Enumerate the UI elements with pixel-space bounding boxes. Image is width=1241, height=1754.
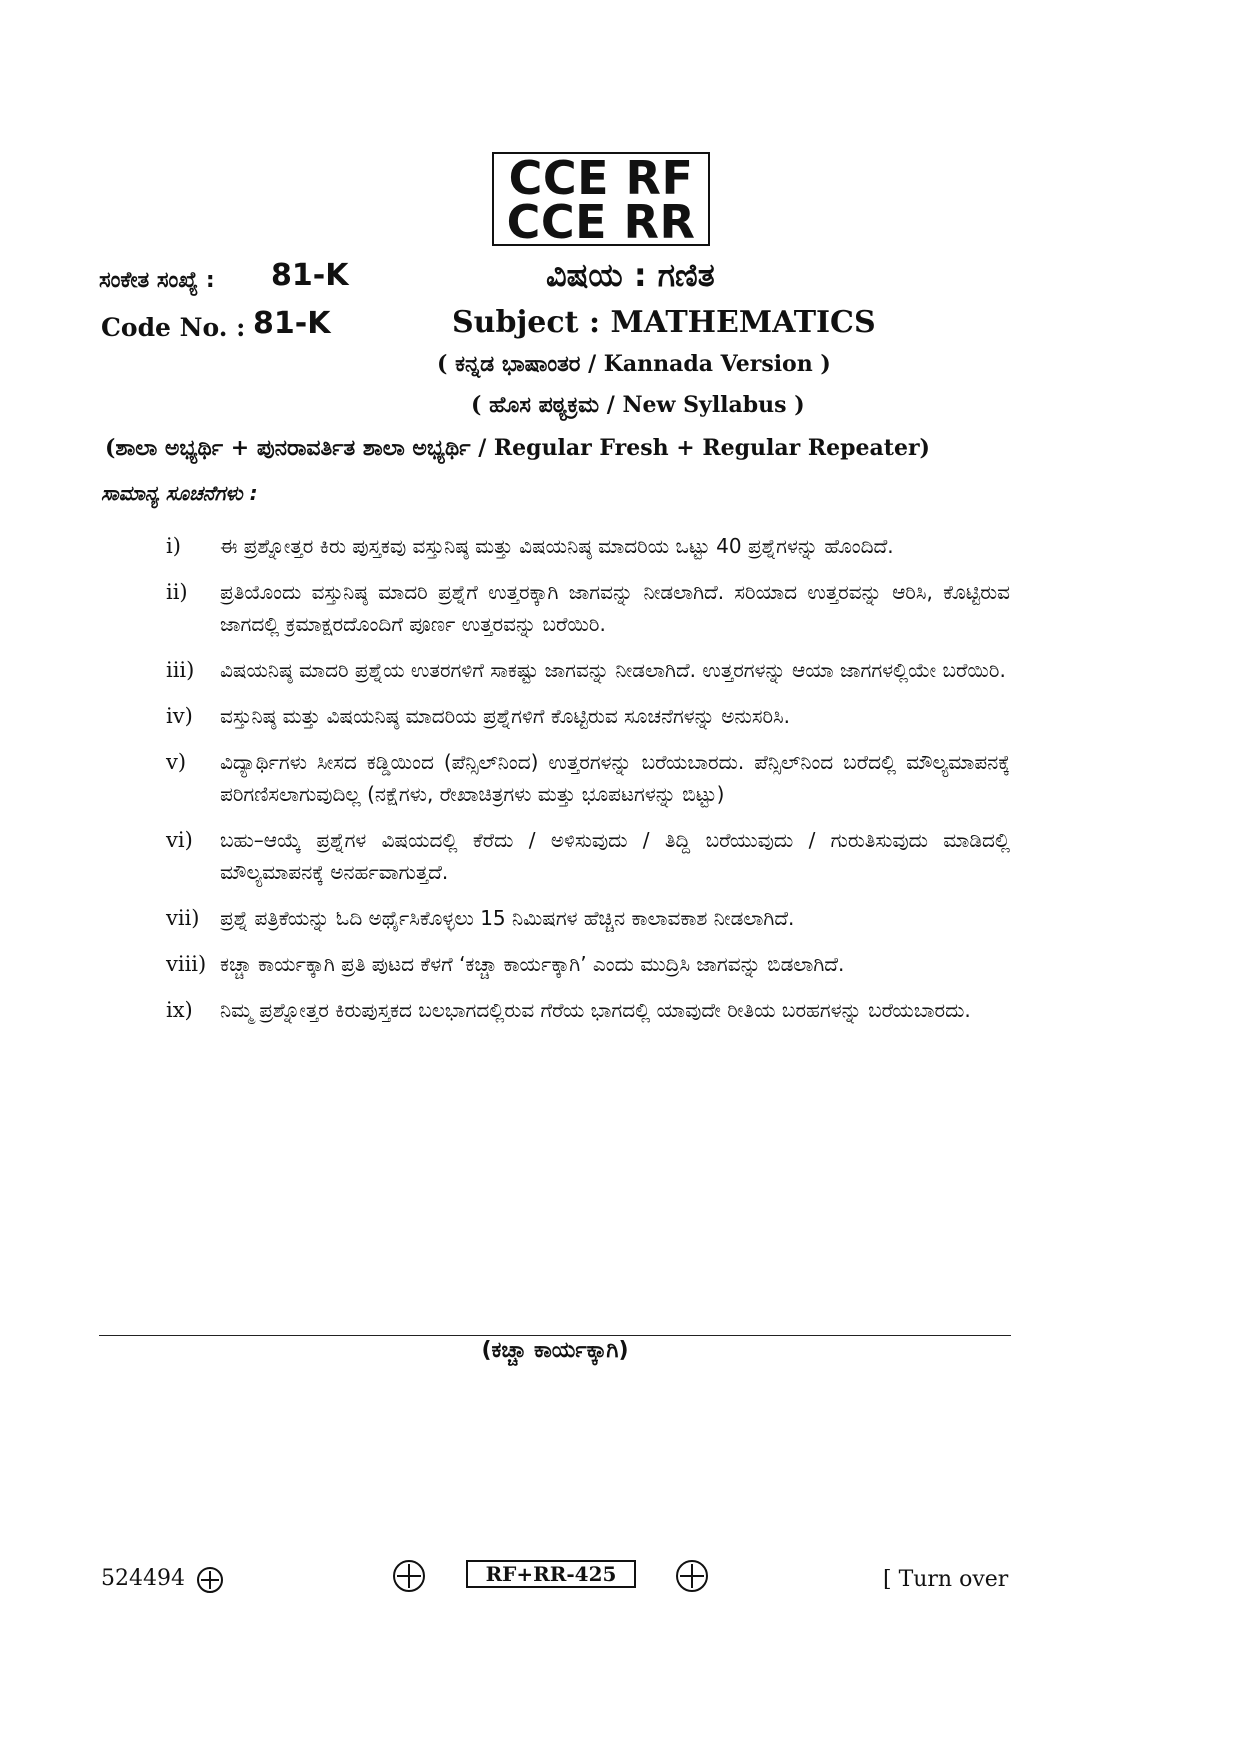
instruction-text: ವಸ್ತುನಿಷ್ಠ ಮತ್ತು ವಿಷಯನಿಷ್ಠ ಮಾದರಿಯ ಪ್ರಶ್ನೆಗಳಿಗೆ ಕೊಟ್ಟಿರುವ ಸೂಚನೆಗಳನ್ನು ಅನುಸರಿಸಿ. bbox=[220, 704, 791, 728]
instruction-text: ವಿಷಯನಿಷ್ಠ ಮಾದರಿ ಪ್ರಶ್ನೆಯ ಉತರಗಳಿಗೆ ಸಾಕಷ್ಟು ಜಾಗವನ್ನು ನೀಡಲಾಗಿದೆ. ಉತ್ತರಗಳನ್ನು ಆಯಾ ಜಾಗಗಳಲ್ಲಿಯೇ ಬರೆಯಿರಿ. bbox=[220, 658, 1006, 682]
instruction-number: vii) bbox=[166, 906, 200, 930]
instruction-number: ii) bbox=[166, 580, 188, 604]
instruction-text: ಈ ಪ್ರಶ್ನೋತ್ತರ ಕಿರು ಪುಸ್ತಕವು ವಸ್ತುನಿಷ್ಠ ಮತ್ತು ವಿಷಯನಿಷ್ಠ ಮಾದರಿಯ ಒಟ್ಟು 40 ಪ್ರಶ್ನೆಗಳನ್ನು ಹೊಂದಿದೆ. bbox=[220, 534, 894, 558]
instruction-text: ವಿದ್ಯಾರ್ಥಿಗಳು ಸೀಸದ ಕಡ್ಡಿಯಿಂದ (ಪೆನ್ಸಿಲ್‌ನಿಂದ) ಉತ್ತರಗಳನ್ನು ಬರೆಯಬಾರದು. ಪೆನ್ಸಿಲ್‌ನಿಂದ ಬರೆದಲ್ಲಿ ಮೌಲ್ಯಮಾಪನಕ್ಕೆ ಪರಿಗಣಿಸಲಾಗುವುದಿಲ್ಲ (ನಕ್ಷೆಗಳು, ರೇಖಾಚಿತ್ರಗಳು ಮತ್ತು ಭೂಪಟಗಳನ್ನು ಬಿಟ್ಟು) bbox=[220, 750, 1010, 806]
instruction-number: iv) bbox=[166, 704, 193, 728]
code-box-line-1: CCE RF bbox=[508, 151, 694, 205]
instruction-number: iii) bbox=[166, 658, 195, 682]
code-label-english: Code No. : bbox=[101, 313, 246, 342]
instruction-item bbox=[160, 654, 1010, 686]
registration-mark-icon bbox=[197, 1567, 223, 1593]
subject-english: Subject : MATHEMATICS bbox=[452, 305, 876, 340]
version-line: ( ಕನ್ನಡ ಭಾಷಾಂತರ / Kannada Version ) bbox=[437, 351, 831, 377]
instruction-item bbox=[160, 948, 1010, 980]
instruction-item bbox=[160, 576, 1010, 640]
instruction-number: ix) bbox=[166, 998, 193, 1022]
code-label-kannada: ಸಂಕೇತ ಸಂಖ್ಯೆ : bbox=[99, 268, 215, 293]
instruction-number: i) bbox=[166, 534, 181, 558]
rough-work-label: (ಕಚ್ಚಾ ಕಾರ್ಯಕ್ಕಾಗಿ) bbox=[481, 1338, 629, 1363]
syllabus-line: ( ಹೊಸ ಪಠ್ಯಕ್ರಮ / New Syllabus ) bbox=[471, 392, 805, 418]
instruction-text: ಪ್ರಶ್ನೆ ಪತ್ರಿಕೆಯನ್ನು ಓದಿ ಅರ್ಥೈಸಿಕೊಳ್ಳಲು 15 ನಿಮಿಷಗಳ ಹೆಚ್ಚಿನ ಕಾಲಾವಕಾಶ ನೀಡಲಾಗಿದೆ. bbox=[220, 906, 795, 930]
registration-mark-icon bbox=[393, 1560, 425, 1592]
instruction-item bbox=[160, 902, 1010, 934]
instruction-item bbox=[160, 530, 1010, 562]
code-box-line-2: CCE RR bbox=[506, 195, 696, 249]
instructions-title: ಸಾಮಾನ್ಯ ಸೂಚನೆಗಳು : bbox=[101, 481, 258, 505]
instruction-item bbox=[160, 746, 1010, 810]
turn-over-label: [ Turn over bbox=[883, 1567, 1009, 1592]
serial-number: 524494 bbox=[101, 1566, 185, 1591]
candidate-type-line: (ಶಾಲಾ ಅಭ್ಯರ್ಥಿ + ಪುನರಾವರ್ತಿತ ಶಾಲಾ ಅಭ್ಯರ್ಥಿ / Regular Fresh + Regular Repeater) bbox=[105, 435, 930, 461]
instruction-item bbox=[160, 824, 1010, 888]
instructions-list bbox=[160, 530, 1010, 1040]
instruction-item bbox=[160, 994, 1010, 1026]
section-divider bbox=[99, 1335, 1011, 1336]
instruction-number: vi) bbox=[166, 828, 193, 852]
instruction-number: v) bbox=[166, 750, 187, 774]
instruction-text: ಬಹು–ಆಯ್ಕೆ ಪ್ರಶ್ನೆಗಳ ವಿಷಯದಲ್ಲಿ ಕೆರೆದು / ಅಳಿಸುವುದು / ತಿದ್ದಿ ಬರೆಯುವುದು / ಗುರುತಿಸುವುದು ಮಾಡಿದಲ್ಲಿ ಮೌಲ್ಯಮಾಪನಕ್ಕೆ ಅನರ್ಹವಾಗುತ್ತದೆ. bbox=[220, 828, 1010, 884]
code-value-kannada: 81-K bbox=[271, 258, 349, 293]
subject-kannada: ವಿಷಯ : ಗಣಿತ bbox=[546, 256, 715, 294]
instruction-text: ಪ್ರತಿಯೊಂದು ವಸ್ತುನಿಷ್ಠ ಮಾದರಿ ಪ್ರಶ್ನೆಗೆ ಉತ್ತರಕ್ಕಾಗಿ ಜಾಗವನ್ನು ನೀಡಲಾಗಿದೆ. ಸರಿಯಾದ ಉತ್ತರವನ್ನು ಆರಿಸಿ, ಕೊಟ್ಟಿರುವ ಜಾಗದಲ್ಲಿ ಕ್ರಮಾಕ್ಷರದೊಂದಿಗೆ ಪೂರ್ಣ ಉತ್ತರವನ್ನು ಬರೆಯಿರಿ. bbox=[220, 580, 1010, 636]
instruction-item bbox=[160, 700, 1010, 732]
instruction-number: viii) bbox=[166, 952, 207, 976]
registration-mark-icon bbox=[676, 1560, 708, 1592]
instruction-text: ನಿಮ್ಮ ಪ್ರಶ್ನೋತ್ತರ ಕಿರುಪುಸ್ತಕದ ಬಲಭಾಗದಲ್ಲಿರುವ ಗೆರೆಯ ಭಾಗದಲ್ಲಿ ಯಾವುದೇ ರೀತಿಯ ಬರಹಗಳನ್ನು ಬರೆಯಬಾರದು. bbox=[220, 998, 971, 1022]
code-value-english: 81-K bbox=[253, 306, 331, 341]
instruction-text: ಕಚ್ಚಾ ಕಾರ್ಯಕ್ಕಾಗಿ ಪ್ರತಿ ಪುಟದ ಕೆಳಗೆ ‘ಕಚ್ಚಾ ಕಾರ್ಯಕ್ಕಾಗಿ’ ಎಂದು ಮುದ್ರಿಸಿ ಜಾಗವನ್ನು ಬಿಡಲಾಗಿದೆ. bbox=[220, 952, 845, 976]
exam-code-box bbox=[492, 151, 710, 249]
footer-code-box: RF+RR-425 bbox=[466, 1560, 636, 1588]
